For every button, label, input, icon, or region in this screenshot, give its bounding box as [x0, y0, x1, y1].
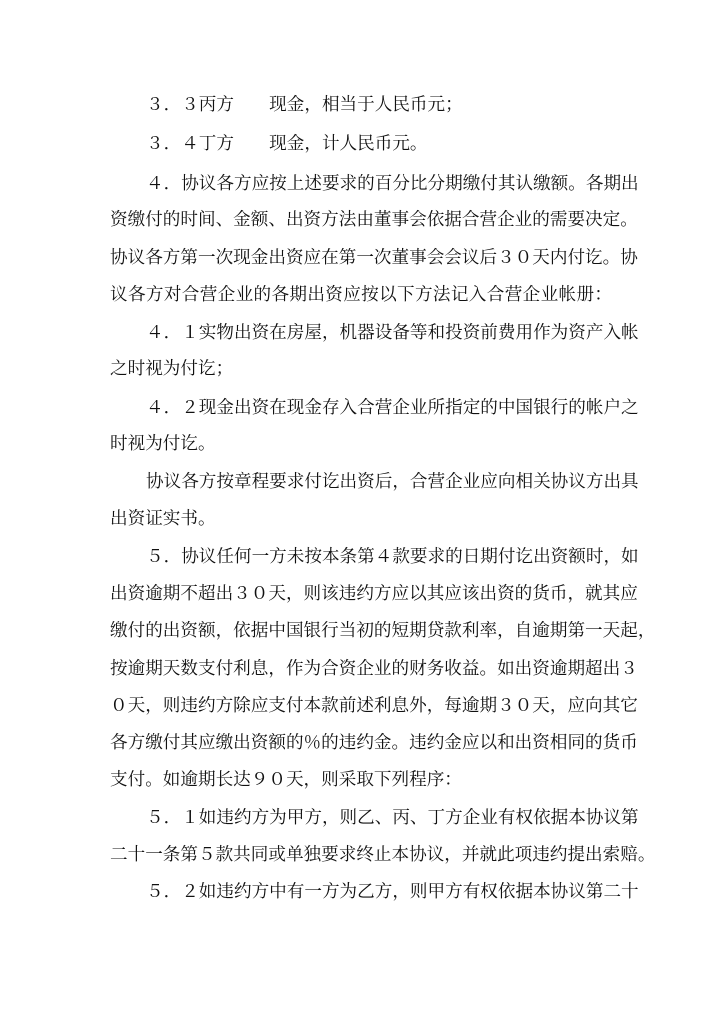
paragraph-5-line-7: 支付。如逾期长达９０天，则采取下列程序： — [110, 770, 462, 790]
paragraph-5-line-5: ０天，则违约方除应支付本款前述利息外，每逾期３０天，应向其它 — [110, 696, 638, 716]
paragraph-4-line-3: 协议各方第一次现金出资应在第一次董事会会议后３０天内付讫。协 — [110, 248, 638, 268]
paragraph-4-1-line-1: ４．１实物出资在房屋，机器设备等和投资前费用作为资产入帐 — [146, 323, 639, 343]
paragraph-5-line-1: ５．协议任何一方未按本条第４款要求的日期付讫出资额时，如 — [146, 547, 639, 567]
paragraph-3-4-line-1: ３．４丁方 现金，计人民币元。 — [146, 134, 428, 154]
paragraph-3-3-line-1: ３．３丙方 现金，相当于人民币元； — [146, 95, 463, 115]
paragraph-4-line-4: 议各方对合营企业的各期出资应按以下方法记入合营企业帐册： — [110, 285, 612, 305]
paragraph-certificate-line-1: 协议各方按章程要求付讫出资后，合营企业应向相关协议方出具 — [146, 472, 639, 492]
paragraph-4-1-line-2: 之时视为付讫； — [110, 359, 234, 379]
paragraph-certificate-line-2: 出资证实书。 — [110, 509, 216, 529]
paragraph-5-line-6: 各方缴付其应缴出资额的％的违约金。违约金应以和出资相同的货币 — [110, 733, 638, 753]
paragraph-4-line-1: ４．协议各方应按上述要求的百分比分期缴付其认缴额。各期出 — [146, 174, 639, 194]
paragraph-5-1-line-1: ５．１如违约方为甲方，则乙、丙、丁方企业有权依据本协议第 — [146, 808, 639, 828]
paragraph-5-1-line-2: 二十一条第５款共同或单独要求终止本协议，并就此项违约提出索赔。 — [110, 845, 656, 865]
paragraph-4-2-line-2: 时视为付讫。 — [110, 434, 216, 454]
paragraph-5-2-line-1: ５．２如违约方中有一方为乙方，则甲方有权依据本协议第二十 — [146, 882, 639, 902]
paragraph-4-line-2: 资缴付的时间、金额、出资方法由董事会依据合营企业的需要决定。 — [110, 210, 638, 230]
paragraph-5-line-3: 缴付的出资额，依据中国银行当初的短期贷款利率，自逾期第一天起， — [110, 621, 656, 641]
paragraph-5-line-4: 按逾期天数支付利息，作为合资企业的财务收益。如出资逾期超出３ — [110, 659, 638, 679]
paragraph-4-2-line-1: ４．２现金出资在现金存入合营企业所指定的中国银行的帐户之 — [146, 398, 639, 418]
paragraph-5-line-2: 出资逾期不超出３０天，则该违约方应以其应该出资的货币，就其应 — [110, 584, 638, 604]
